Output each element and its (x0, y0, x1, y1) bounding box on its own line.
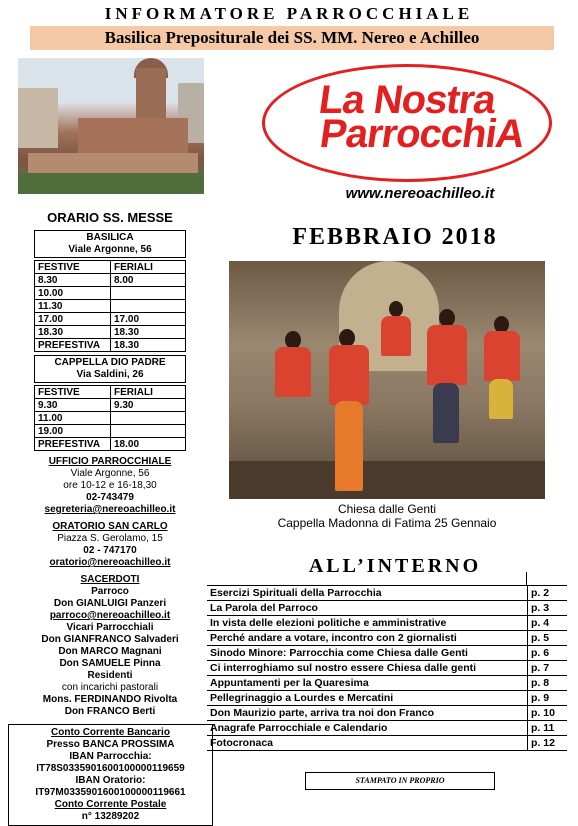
parish-name-banner: Basilica Prepositurale dei SS. MM. Nereo e Achilleo (30, 26, 554, 50)
table-row (35, 274, 186, 287)
office-phone: 02-743479 (86, 492, 134, 503)
table-cell: 9.30 (111, 399, 186, 412)
parish-office-block (0, 456, 220, 516)
choir-photo (229, 261, 545, 499)
table-cell: 8.30 (35, 274, 111, 287)
table-cell: 8.00 (111, 274, 186, 287)
toc-item-page: p. 7 (527, 661, 567, 675)
table-cell: PREFESTIVA (35, 339, 111, 352)
toc-item-title: Fotocronaca (210, 737, 274, 749)
toc-item-page: p. 9 (527, 691, 567, 705)
toc-item[interactable] (207, 586, 567, 601)
table-row (35, 412, 186, 425)
toc-item-page: p. 3 (527, 601, 567, 615)
iban-oratorio: IT97M0335901600100000119661 (35, 787, 186, 798)
column-header: FESTIVE (35, 261, 111, 274)
toc-item-page: p. 4 (527, 616, 567, 630)
toc-item-page: p. 11 (527, 721, 567, 735)
toc-item-title: Pellegrinaggio a Lourdes e Mercatini (210, 692, 394, 704)
logo-text-line1: La Nostra (316, 78, 498, 122)
table-row (35, 300, 186, 313)
table-cell: 18.30 (35, 326, 111, 339)
toc-item[interactable] (207, 676, 567, 691)
cappella-mass-table (34, 385, 186, 451)
table-cell: 10.00 (35, 287, 111, 300)
basilica-name: BASILICA (86, 232, 134, 243)
toc-item[interactable] (207, 616, 567, 631)
iban-parrocchia: IT78S0335901600100000119659 (36, 763, 185, 774)
toc-title: ALL’INTERNO (308, 555, 482, 577)
bank-title: Conto Corrente Bancario (51, 727, 170, 738)
toc-item[interactable] (207, 691, 567, 706)
residenti-note: con incarichi pastorali (61, 682, 159, 693)
office-email-link[interactable]: segreteria@nereoachilleo.it (44, 504, 176, 515)
table-cell: 17.00 (111, 313, 186, 326)
cappella-address: Via Saldini, 26 (76, 369, 144, 380)
basilica-mass-table (34, 260, 186, 352)
table-row (35, 425, 186, 438)
column-header: FERIALI (111, 261, 186, 274)
iban-oratorio-label: IBAN Oratorio: (75, 775, 146, 786)
office-title: UFFICIO PARROCCHIALE (48, 456, 172, 467)
basilica-photo (18, 58, 204, 194)
table-of-contents (207, 585, 567, 751)
toc-item-title: Anagrafe Parrocchiale e Calendario (210, 722, 388, 734)
parroco-email-link[interactable]: parroco@nereoachilleo.it (49, 610, 171, 621)
office-address: Viale Argonne, 56 (70, 468, 150, 479)
toc-item-title: Perché andare a votare, incontro con 2 giornalisti (210, 632, 457, 644)
toc-item-title: Don Maurizio parte, arriva tra noi don Franco (210, 707, 435, 719)
mass-schedule-title: ORARIO SS. MESSE (47, 210, 173, 225)
toc-item-title: Esercizi Spirituali della Parrocchia (210, 587, 382, 599)
vicario-name: Don SAMUELE Pinna (59, 658, 161, 669)
toc-item-title: La Parola del Parroco (210, 602, 318, 614)
toc-item[interactable] (207, 706, 567, 721)
printed-notice: STAMPATO IN PROPRIO (305, 772, 495, 790)
table-cell: 17.00 (35, 313, 111, 326)
table-row (35, 313, 186, 326)
basilica-address: Viale Argonne, 56 (68, 244, 152, 255)
table-cell (111, 287, 186, 300)
parroco-name: Don GIANLUIGI Panzeri (53, 598, 167, 609)
toc-item-title: Sinodo Minore: Parrocchia come Chiesa dalle Genti (210, 647, 468, 659)
oratorio-title: ORATORIO SAN CARLO (52, 521, 168, 532)
table-header-row (35, 386, 186, 399)
table-cell (111, 412, 186, 425)
vicario-name: Don GIANFRANCO Salvaderi (41, 634, 179, 645)
postal-title: Conto Corrente Postale (54, 799, 167, 810)
toc-item-page: p. 8 (527, 676, 567, 690)
priests-title: SACERDOTI (80, 574, 140, 585)
toc-item-page: p. 2 (527, 586, 567, 600)
oratorio-block (0, 521, 220, 569)
toc-item-title: In vista delle elezioni politiche e amministrative (210, 617, 447, 629)
table-cell (111, 425, 186, 438)
basilica-heading (34, 230, 186, 258)
website-link[interactable]: www.nereoachilleo.it (345, 185, 495, 202)
table-row (35, 326, 186, 339)
toc-item[interactable] (207, 646, 567, 661)
oratorio-email-link[interactable]: oratorio@nereoachilleo.it (49, 557, 171, 568)
toc-item-page: p. 12 (527, 736, 567, 750)
table-header-row (35, 261, 186, 274)
oratorio-address: Piazza S. Gerolamo, 15 (57, 533, 163, 544)
bank-name: Presso BANCA PROSSIMA (46, 739, 175, 750)
vicari-label: Vicari Parrocchiali (66, 622, 154, 633)
table-cell: 18.00 (111, 438, 186, 451)
residente-name: Mons. FERDINANDO Rivolta (42, 694, 178, 705)
left-column (0, 210, 220, 826)
column-header: FESTIVE (35, 386, 111, 399)
table-row (35, 438, 186, 451)
table-cell: 11.00 (35, 412, 111, 425)
caption-line2: Cappella Madonna di Fatima 25 Gennaio (277, 516, 497, 530)
vicario-name: Don MARCO Magnani (58, 646, 162, 657)
toc-item[interactable] (207, 631, 567, 646)
toc-item[interactable] (207, 736, 567, 751)
table-cell: PREFESTIVA (35, 438, 111, 451)
table-row (35, 399, 186, 412)
table-row (35, 287, 186, 300)
table-cell (111, 300, 186, 313)
newsletter-title: INFORMATORE PARROCCHIALE (104, 4, 474, 23)
toc-item[interactable] (207, 721, 567, 736)
toc-item-page: p. 5 (527, 631, 567, 645)
iban-parrocchia-label: IBAN Parrocchia: (69, 751, 152, 762)
office-hours: ore 10-12 e 16-18,30 (63, 480, 157, 491)
cappella-name: CAPPELLA DIO PADRE (54, 357, 166, 368)
toc-divider (526, 572, 527, 586)
toc-item-page: p. 10 (527, 706, 567, 720)
table-cell: 18.30 (111, 339, 186, 352)
priests-block (0, 574, 220, 718)
oratorio-phone: 02 - 747170 (83, 545, 137, 556)
caption-line1: Chiesa dalle Genti (337, 502, 437, 516)
residente-name: Don FRANCO Berti (64, 706, 156, 717)
toc-item-title: Ci interroghiamo sul nostro essere Chiesa dalle genti (210, 662, 477, 674)
column-header: FERIALI (111, 386, 186, 399)
logo-text-line2: ParrocchiA (317, 112, 527, 156)
photo-caption (229, 502, 545, 530)
parroco-label: Parroco (91, 586, 129, 597)
bank-account-box (8, 724, 213, 826)
postal-number: n° 13289202 (81, 811, 140, 822)
table-cell: 18.30 (111, 326, 186, 339)
table-cell: 11.30 (35, 300, 111, 313)
table-cell: 19.00 (35, 425, 111, 438)
issue-month: FEBBRAIO 2018 (292, 224, 498, 250)
toc-item-title: Appuntamenti per la Quaresima (210, 677, 369, 689)
toc-item[interactable] (207, 661, 567, 676)
cappella-heading (34, 355, 186, 383)
residenti-label: Residenti (87, 670, 133, 681)
toc-item[interactable] (207, 601, 567, 616)
toc-item-page: p. 6 (527, 646, 567, 660)
table-cell: 9.30 (35, 399, 111, 412)
table-row (35, 339, 186, 352)
